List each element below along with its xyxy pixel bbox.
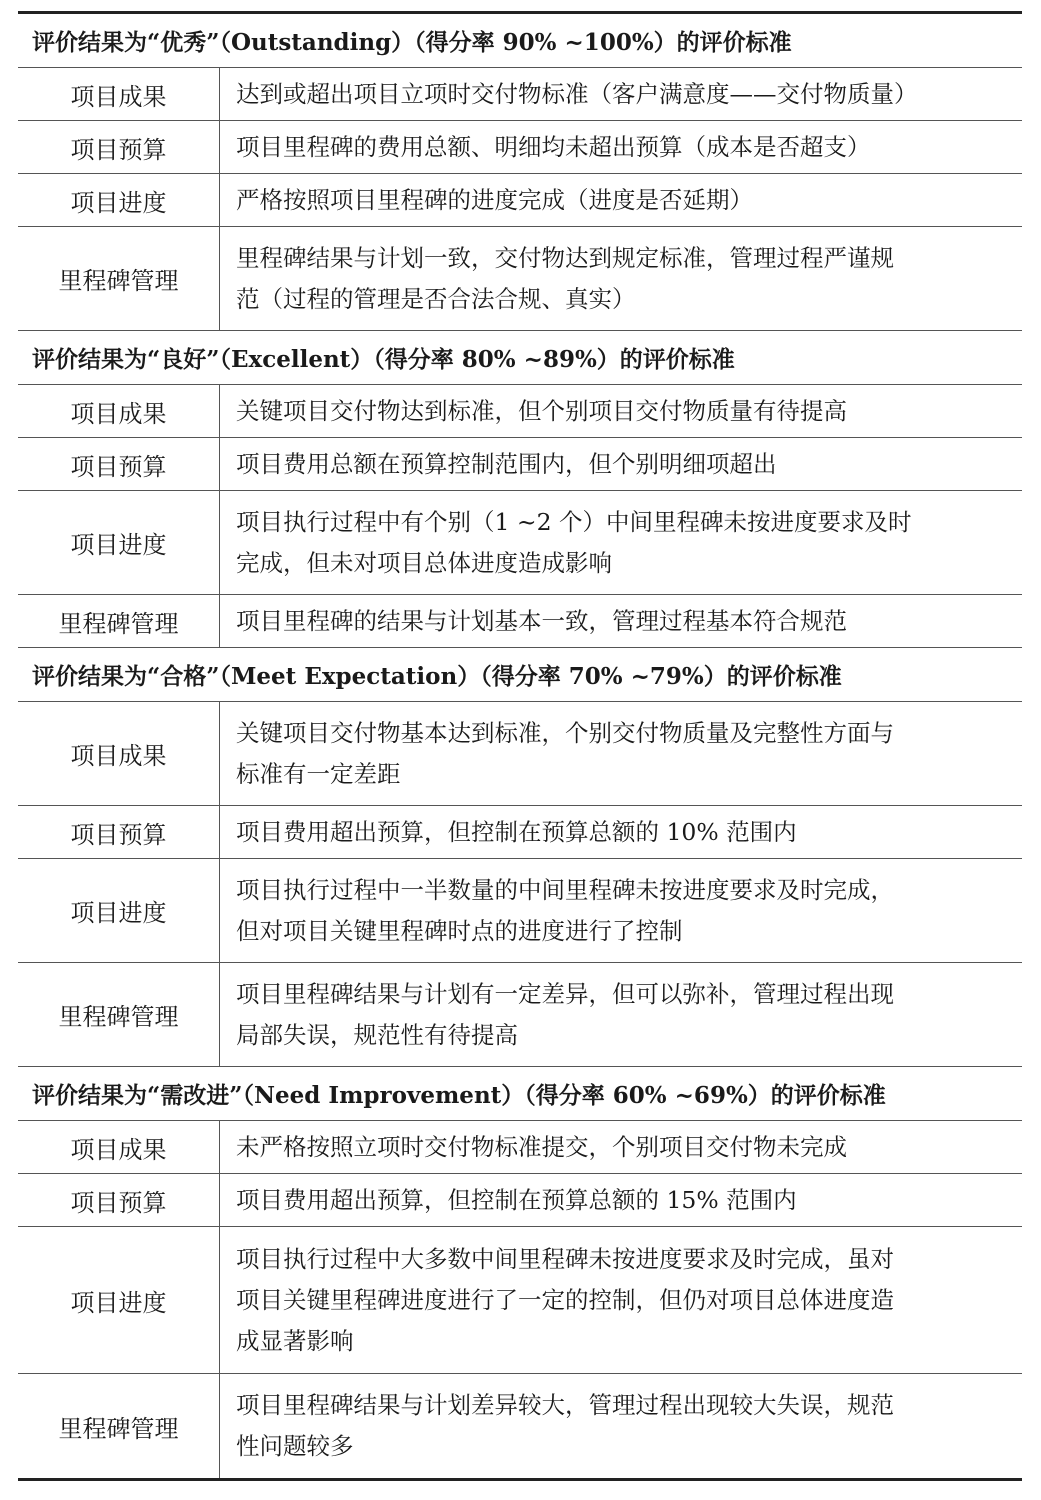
table-row: [18, 491, 1022, 595]
description-line: 范（过程的管理是否合法合规、真实）: [236, 284, 636, 313]
description-line: 成显著影响: [236, 1326, 354, 1355]
section-header: 评价结果为“需改进”（Need Improvement）（得分率 60% ~69%）的评价标准: [18, 1067, 1022, 1121]
criterion-label: 项目成果: [18, 385, 220, 437]
description-line: 项目执行过程中有个别（1 ~2 个）中间里程碑未按进度要求及时: [236, 507, 912, 536]
description-line: 项目里程碑的结果与计划基本一致，管理过程基本符合规范: [236, 606, 847, 635]
table-row: [18, 1121, 1022, 1174]
description-line: 性问题较多: [236, 1432, 354, 1460]
criterion-description: [220, 1227, 1022, 1373]
description-line: 项目费用超出预算，但控制在预算总额的 10% 范围内: [236, 817, 797, 846]
criterion-label: 里程碑管理: [18, 963, 220, 1066]
criterion-label: 项目成果: [18, 1121, 220, 1173]
criterion-description: [220, 595, 1022, 647]
criterion-description: [220, 702, 1022, 805]
description-line: 完成，但未对项目总体进度造成影响: [236, 548, 612, 577]
table-row: [18, 702, 1022, 806]
table-row: [18, 859, 1022, 963]
table-row: [18, 1374, 1022, 1478]
criterion-description: [220, 121, 1022, 173]
description-line: 项目关键里程碑进度进行了一定的控制，但仍对项目总体进度造: [236, 1285, 894, 1314]
criterion-description: [220, 1121, 1022, 1173]
description-line: 达到或超出项目立项时交付物标准（客户满意度——交付物质量）: [236, 79, 918, 108]
criterion-label: 项目预算: [18, 121, 220, 173]
criterion-description: [220, 385, 1022, 437]
table-row: [18, 438, 1022, 491]
criterion-description: [220, 227, 1022, 330]
description-line: 局部失误，规范性有待提高: [236, 1020, 518, 1049]
criterion-label: 里程碑管理: [18, 1374, 220, 1478]
table-row: [18, 174, 1022, 227]
description-line: 项目费用超出预算，但控制在预算总额的 15% 范围内: [236, 1185, 797, 1214]
description-line: 标准有一定差距: [236, 759, 401, 788]
description-line: 项目执行过程中一半数量的中间里程碑未按进度要求及时完成，: [236, 875, 894, 904]
description-line: 项目里程碑的费用总额、明细均未超出预算（成本是否超支）: [236, 132, 871, 161]
table-row: [18, 121, 1022, 174]
criterion-description: [220, 859, 1022, 962]
description-line: 严格按照项目里程碑的进度完成（进度是否延期）: [236, 185, 753, 214]
description-line: 里程碑结果与计划一致，交付物达到规定标准，管理过程严谨规: [236, 243, 894, 272]
criterion-description: [220, 491, 1022, 594]
criterion-label: 项目预算: [18, 1174, 220, 1226]
description-line: 关键项目交付物达到标准，但个别项目交付物质量有待提高: [236, 396, 847, 425]
description-line: 项目里程碑结果与计划有一定差异，但可以弥补，管理过程出现: [236, 979, 894, 1008]
table-row: [18, 806, 1022, 859]
table-row: [18, 385, 1022, 438]
criterion-label: 项目进度: [18, 174, 220, 226]
criterion-label: 项目成果: [18, 702, 220, 805]
evaluation-criteria-table: [18, 11, 1022, 1481]
table-row: [18, 1174, 1022, 1227]
criterion-description: [220, 438, 1022, 490]
description-line: 关键项目交付物基本达到标准，个别交付物质量及完整性方面与: [236, 718, 894, 747]
table-row: [18, 595, 1022, 648]
criterion-description: [220, 174, 1022, 226]
description-line: 项目里程碑结果与计划差异较大，管理过程出现较大失误，规范: [236, 1391, 894, 1419]
section-header: 评价结果为“优秀”（Outstanding）（得分率 90% ~100%）的评价标准: [18, 14, 1022, 68]
criterion-description: [220, 68, 1022, 120]
criterion-label: 项目成果: [18, 68, 220, 120]
table-row: [18, 227, 1022, 331]
section-header: 评价结果为“合格”（Meet Expectation）（得分率 70% ~79%）的评价标准: [18, 648, 1022, 702]
criterion-label: 项目进度: [18, 491, 220, 594]
criterion-description: [220, 963, 1022, 1066]
criterion-label: 项目进度: [18, 1227, 220, 1373]
table-row: [18, 1227, 1022, 1374]
table-row: [18, 963, 1022, 1067]
criterion-description: [220, 806, 1022, 858]
criterion-label: 项目进度: [18, 859, 220, 962]
description-line: 但对项目关键里程碑时点的进度进行了控制: [236, 916, 683, 945]
description-line: 未严格按照立项时交付物标准提交，个别项目交付物未完成: [236, 1132, 847, 1161]
description-line: 项目费用总额在预算控制范围内，但个别明细项超出: [236, 449, 777, 478]
section-header: 评价结果为“良好”（Excellent）（得分率 80% ~89%）的评价标准: [18, 331, 1022, 385]
criterion-label: 项目预算: [18, 438, 220, 490]
criterion-description: [220, 1374, 1022, 1478]
criterion-description: [220, 1174, 1022, 1226]
description-line: 项目执行过程中大多数中间里程碑未按进度要求及时完成，虽对: [236, 1244, 894, 1273]
criterion-label: 项目预算: [18, 806, 220, 858]
criterion-label: 里程碑管理: [18, 227, 220, 330]
table-row: [18, 68, 1022, 121]
criterion-label: 里程碑管理: [18, 595, 220, 647]
